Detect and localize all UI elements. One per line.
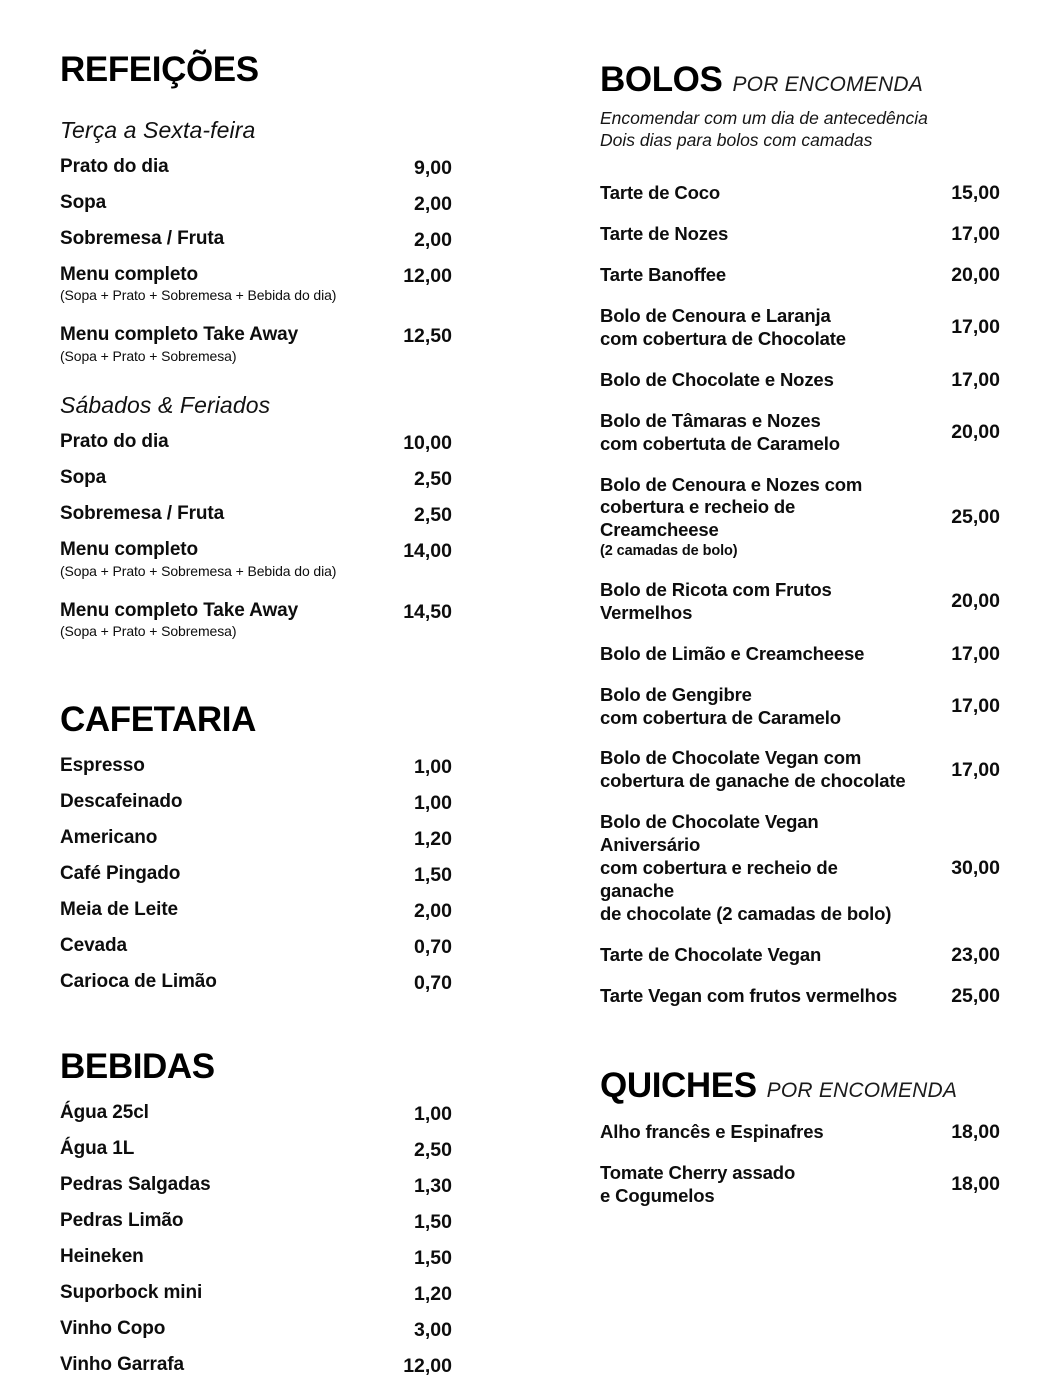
menu-item-row [60,863,452,887]
menu-item-label-wrap [600,223,916,246]
menu-item-label-wrap [60,1138,362,1160]
menu-item-label-wrap [600,579,916,625]
menu-item-row [60,1102,452,1126]
menu-item-row [600,1162,1000,1208]
menu-item-name: Alho francês e Espinafres [600,1121,824,1143]
menu-item-price: 1,20 [414,827,452,850]
section-refeicoes [60,52,452,640]
menu-item-row [600,944,1000,967]
menu-item-name: Vinho Copo [60,1317,166,1339]
menu-item-name: Heineken [60,1245,144,1267]
menu-item-row [600,747,1000,793]
menu-item-label-wrap [600,474,916,561]
menu-item-name: Prato do dia [60,156,169,177]
menu-item-row [60,1354,452,1378]
menu-item-price: 12,00 [403,1354,452,1377]
menu-item-price: 2,50 [414,1138,452,1161]
menu-item-price: 0,70 [414,935,452,958]
menu-item-label-wrap [60,431,362,453]
menu-item-price: 1,00 [414,1102,452,1125]
menu-item-label-wrap [60,791,362,813]
menu-item-price: 17,00 [951,368,1000,391]
menu-item-label-wrap [60,1282,362,1304]
bolos-items [600,182,1000,1008]
section-bolos [600,62,1000,1008]
menu-item-row [60,1318,452,1342]
menu-item-row [600,182,1000,205]
menu-item-price: 2,00 [414,899,452,922]
menu-item-name: Meia de Leite [60,898,179,920]
menu-item-row [60,827,452,851]
menu-item-name: Prato do dia [60,431,169,453]
menu-item-price: 1,20 [414,1282,452,1305]
menu-item-label-wrap [60,863,362,885]
refeicoes-groups [60,117,452,640]
menu-item-name: Bolo de Chocolate e Nozes [600,368,834,390]
cafetaria-items [60,755,452,995]
menu-item-label-wrap [60,971,362,993]
menu-item-note: (2 camadas de bolo) [600,543,738,560]
menu-item-label-wrap [60,1354,362,1376]
menu-item-price: 20,00 [951,263,1000,286]
menu-item-name: Bolo de Tâmaras e Nozes com cobertuta de Caramelo [600,409,840,454]
menu-item-row [60,755,452,779]
menu-item-name: Carioca de Limão [60,970,217,992]
menu-item-note: (Sopa + Prato + Sobremesa) [60,623,237,640]
menu-item-label-wrap [60,192,362,214]
menu-item-name: Bolo de Limão e Creamcheese [600,642,865,664]
menu-item-price: 1,00 [414,755,452,778]
menu-item-name: Menu completo [60,539,199,561]
menu-item-label-wrap [60,755,362,777]
menu-item-row [60,971,452,995]
menu-item-price: 2,00 [414,229,452,251]
menu-item-name: Bolo de Cenoura e Laranja com cobertura de Chocolate [600,304,846,349]
menu-item-name: Sopa [60,467,107,489]
menu-item-price: 1,30 [414,1174,452,1197]
menu-item-name: Tarte Vegan com frutos vermelhos [600,985,898,1007]
menu-item-name: Suporbock mini [60,1281,203,1303]
menu-item-row [60,791,452,815]
menu-item-label-wrap [60,228,362,250]
menu-item-price: 17,00 [951,316,1000,339]
menu-item-label-wrap [600,305,916,351]
menu-item-label-wrap [60,503,362,525]
menu-item-row [60,228,452,252]
menu-item-row [60,1210,452,1234]
menu-item-name: Bolo de Chocolate Vegan com cobertura de ganache de chocolate [600,747,906,792]
menu-item-row [60,1138,452,1162]
menu-item-row [600,1121,1000,1144]
menu-item-price: 14,00 [403,540,452,563]
menu-item-price: 1,50 [414,1210,452,1233]
menu-item-row [60,935,452,959]
menu-item-name: Tarte de Coco [600,181,721,203]
menu-item-row [60,324,452,364]
cafetaria-heading [60,699,452,739]
bebidas-items [60,1102,452,1378]
menu-item-label-wrap [600,944,916,967]
menu-item-name: Tarte de Nozes [600,222,729,244]
day-heading: Sábados & Feriados [60,392,271,419]
menu-item-label-wrap [60,1102,362,1124]
refeicoes-group [60,117,452,364]
menu-item-price: 0,70 [414,971,452,994]
menu-item-name: Tomate Cherry assado e Cogumelos [600,1162,796,1206]
menu-item-price: 17,00 [951,222,1000,245]
section-quiches [600,1068,1000,1208]
menu-item-name: Bolo de Chocolate Vegan Aniversário com cobertura e recheio de ganache de chocolate (2 camadas de bolo) [600,811,892,925]
menu-item-name: Menu completo Take Away [60,324,299,346]
section-bebidas [60,1046,452,1378]
menu-item-name: Bolo de Ricota com Frutos Vermelhos [600,578,832,623]
menu-item-name: Espresso [60,754,145,776]
menu-item-label-wrap [60,827,362,849]
menu-item-label-wrap [600,811,916,926]
quiches-items [600,1121,1000,1208]
day-heading: Terça a Sexta-feira [60,117,256,143]
menu-item-price: 17,00 [951,758,1000,781]
menu-item-name: Pedras Limão [60,1209,184,1231]
menu-item-price: 25,00 [951,985,1000,1008]
menu-item-row [600,264,1000,287]
quiches-heading [600,1066,1000,1106]
menu-item-price: 12,00 [403,265,452,287]
menu-item-note: (Sopa + Prato + Sobremesa + Bebida do dia) [60,562,337,579]
bolos-note [600,107,1000,152]
menu-item-name: Café Pingado [60,862,181,884]
menu-item-price: 18,00 [951,1121,1000,1144]
menu-item-price: 15,00 [951,181,1000,204]
section-title: CAFETARIA [60,699,257,739]
menu-item-price: 10,00 [403,432,452,455]
menu-item-row [60,192,452,216]
menu-item-row [600,985,1000,1008]
menu-item-label-wrap [600,684,916,730]
section-subtitle: POR ENCOMENDA [766,1079,958,1103]
menu-item-row [60,431,452,455]
menu-item-name: Americano [60,826,158,848]
right-column [600,62,1000,1226]
section-title: BEBIDAS [60,1046,215,1086]
menu-item-name: Sobremesa / Fruta [60,503,225,525]
menu-item-label-wrap [60,600,362,640]
menu-item-price: 20,00 [951,590,1000,613]
menu-item-label-wrap [60,1318,362,1340]
menu-item-row [600,643,1000,666]
menu-item-name: Água 25cl [60,1101,149,1123]
menu-item-note: (Sopa + Prato + Sobremesa) [60,347,237,364]
section-title: QUICHES [600,1066,757,1106]
menu-item-row [600,223,1000,246]
menu-item-row [60,899,452,923]
menu-item-label-wrap [60,899,362,921]
menu-item-label-wrap [60,935,362,957]
menu-item-label-wrap [60,539,362,579]
menu-item-price: 14,50 [403,600,452,623]
menu-item-label-wrap [600,369,916,392]
section-subtitle: POR ENCOMENDA [732,73,923,96]
menu-item-label-wrap [600,1121,916,1144]
menu-item-label-wrap [60,1210,362,1232]
menu-item-price: 9,00 [414,157,452,179]
menu-item-name: Água 1L [60,1137,135,1159]
menu-item-label-wrap [600,1162,916,1208]
bolos-heading [600,62,1000,97]
menu-item-name: Tarte de Chocolate Vegan [600,944,822,966]
menu-item-label-wrap [60,1174,362,1196]
menu-item-row [60,1282,452,1306]
menu-item-price: 18,00 [951,1173,1000,1196]
menu-item-row [600,684,1000,730]
menu-item-label-wrap [600,410,916,456]
menu-item-price: 17,00 [951,642,1000,665]
section-title: REFEIÇÕES [60,50,259,89]
bolos-note-line-1: Encomendar com um dia de antecedência [600,108,928,128]
menu-item-price: 3,00 [414,1318,452,1341]
menu-item-row [600,369,1000,392]
menu-item-label-wrap [600,264,916,287]
menu-item-price: 2,00 [414,193,452,215]
menu-item-label-wrap [600,643,916,666]
bolos-note-line-2: Dois dias para bolos com camadas [600,130,873,151]
menu-item-row [600,474,1000,561]
menu-item-price: 20,00 [951,421,1000,444]
menu-item-row [600,410,1000,456]
menu-item-price: 1,50 [414,863,452,886]
menu-item-price: 1,00 [414,791,452,814]
menu-item-price: 25,00 [951,505,1000,528]
menu-item-row [60,264,452,304]
menu-item-row [600,811,1000,926]
menu-item-name: Sopa [60,192,107,213]
menu-item-row [60,467,452,491]
menu-item-name: Menu completo [60,264,199,285]
menu-item-row [60,539,452,579]
section-title: BOLOS [600,60,723,99]
menu-item-name: Bolo de Cenoura e Nozes com cobertura e recheio de Creamcheese [600,473,863,541]
menu-item-row [600,579,1000,625]
menu-item-note: (Sopa + Prato + Sobremesa + Bebida do dia) [60,287,337,304]
menu-item-price: 30,00 [951,857,1000,880]
menu-item-price: 12,50 [403,325,452,348]
menu-item-label-wrap [600,747,916,793]
menu-item-label-wrap [600,985,916,1008]
menu-item-price: 2,50 [414,468,452,491]
menu-item-row [60,600,452,640]
menu-item-price: 17,00 [951,695,1000,718]
menu-item-label-wrap [600,182,916,205]
menu-item-label-wrap [60,156,362,178]
menu-item-name: Tarte Banoffee [600,263,727,285]
refeicoes-heading [60,52,452,87]
menu-item-name: Cevada [60,934,127,956]
refeicoes-group [60,392,452,639]
menu-item-row [60,1246,452,1270]
menu-item-name: Bolo de Gengibre com cobertura de Caramelo [600,683,841,728]
bebidas-heading [60,1046,452,1086]
menu-item-name: Sobremesa / Fruta [60,228,225,249]
menu-item-row [60,156,452,180]
menu-item-name: Vinho Garrafa [60,1353,184,1375]
menu-item-price: 1,50 [414,1246,452,1269]
menu-item-label-wrap [60,467,362,489]
menu-item-row [60,1174,452,1198]
menu-item-label-wrap [60,324,362,364]
section-cafetaria [60,699,452,995]
menu-item-name: Pedras Salgadas [60,1173,211,1195]
menu-item-price: 2,50 [414,504,452,527]
menu-item-row [60,503,452,527]
menu-item-price: 23,00 [951,944,1000,967]
menu-item-label-wrap [60,264,362,304]
menu-item-row [600,305,1000,351]
menu-item-name: Menu completo Take Away [60,599,299,621]
left-column [60,52,452,1390]
menu-item-label-wrap [60,1246,362,1268]
menu-item-name: Descafeinado [60,790,183,812]
